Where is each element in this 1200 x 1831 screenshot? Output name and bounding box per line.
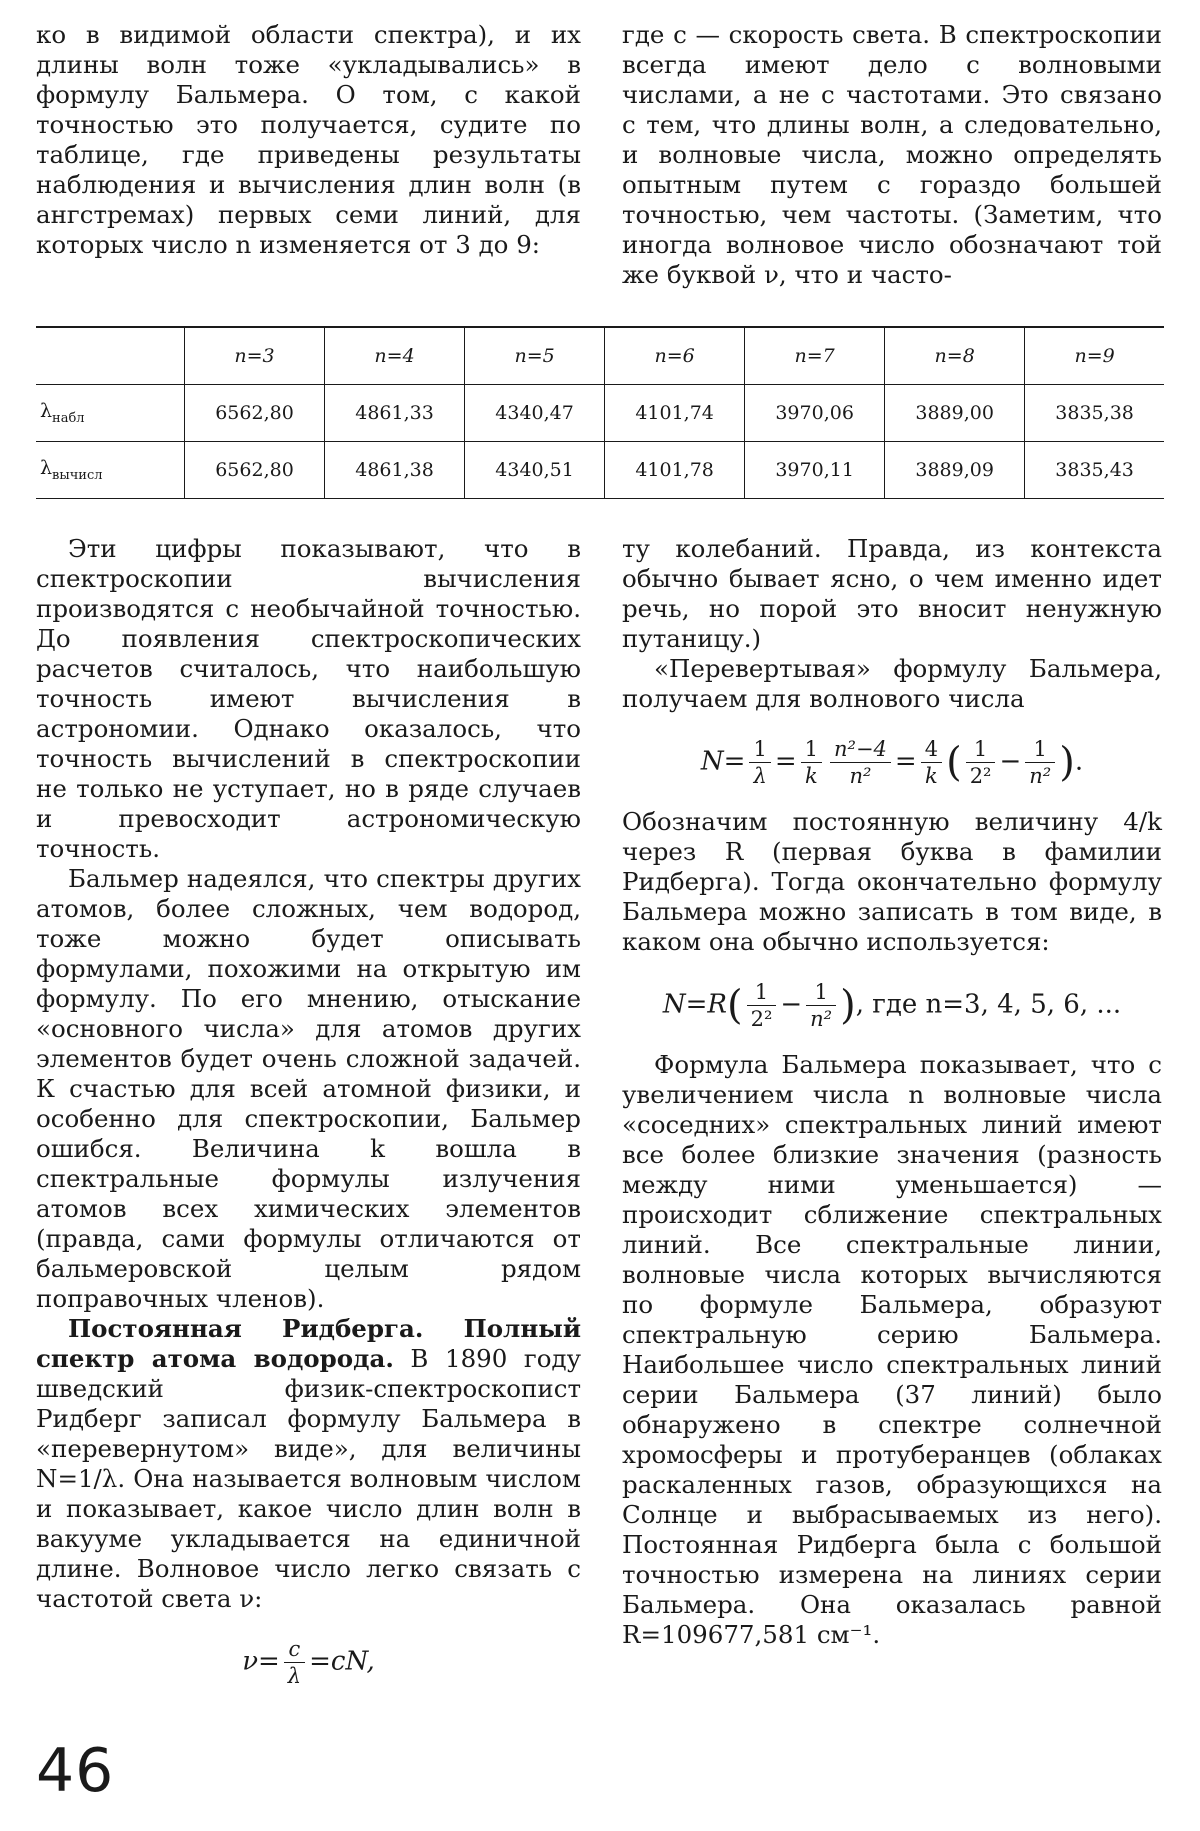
paragraph: где c — скорость света. В спектроскопии всегда имеют дело с волновыми числами, а не с частотами. Это связано с тем, что длины волн, а следовательно, и волновые числа, можно определять опытным путем с гораздо большей точностью, чем частоты. (Заметим, что иногда волновое число обозначают той же буквой ν, что и часто-	[622, 20, 1162, 289]
table-cell: 4340,51	[465, 442, 605, 499]
spectrum-table	[36, 326, 1164, 499]
bottom-left-column	[36, 534, 581, 1707]
table-cell: 6562,80	[185, 385, 325, 442]
bottom-right-column	[622, 534, 1162, 1650]
paragraph: Обозначим постоянную величину 4/k через R (первая буква в фамилии Ридберга). Тогда окончательно формулу Бальмера можно записать в том виде, в каком она обычно используется:	[622, 807, 1162, 956]
frequency-formula: ν= $\frac{c}{\lambda}$ =cN,	[242, 1637, 375, 1688]
table-header-cell: n=9	[1025, 327, 1164, 385]
rydberg-formula: N=R( $\frac{1}{\text{2²}}$ − $\frac{1}{\text{n²}}$ ), где n=3, 4, 5, 6, ...	[662, 980, 1122, 1031]
table-header-cell: n=5	[465, 327, 605, 385]
row-label: $\lambda_{вычисл}$	[40, 457, 103, 483]
table-cell: 4101,74	[605, 385, 745, 442]
table-header-cell: n=7	[745, 327, 885, 385]
table-row	[36, 385, 1164, 442]
table-cell: 6562,80	[185, 442, 325, 499]
table-header-cell: n=6	[605, 327, 745, 385]
page-number: 46	[36, 1736, 115, 1806]
table-cell: 4101,78	[605, 442, 745, 499]
table-header-cell: n=8	[885, 327, 1025, 385]
table-cell: 3835,38	[1025, 385, 1164, 442]
table-corner-cell	[36, 327, 185, 385]
wavenumber-formula: N= $\frac{1}{\lambda}$ = $\frac{1}{k}$ $\frac{\text{n²−4}}{\text{n²}}$ = $\frac{4}{k}$ ( $\frac{1}{\text{2²}}$ − $\frac{1}{\text{n²}}$ ).	[700, 737, 1084, 788]
table-cell: 3970,06	[745, 385, 885, 442]
table-cell: 4861,38	[325, 442, 465, 499]
paragraph: Формула Бальмера показывает, что с увеличением числа n волновые числа «соседних» спектральных линий имеют все более близкие значения (разность между ними уменьшается) — происходит сближение спектральных линий. Все спектральные линии, волновые числа которых вычисляются по формуле Бальмера, образуют спектральную серию Бальмера. Наибольшее число спектральных линий серии Бальмера (37 линий) было обнаружено в спектре солнечной хромосферы и протуберанцев (облаках раскаленных газов, образующихся на Солнце и выбрасываемых из него). Постоянная Ридберга была с большой точностью измерена на линиях серии Бальмера. Она оказалась равной R=109677,581 см⁻¹.	[622, 1050, 1162, 1649]
table-header-row	[36, 327, 1164, 385]
top-right-column	[622, 20, 1162, 290]
section-heading: Постоянная Ридберга. Полный спектр атома водорода.	[36, 1314, 581, 1373]
table-cell: 3889,00	[885, 385, 1025, 442]
row-label: $\lambda_{набл}$	[40, 400, 85, 426]
paragraph: ко в видимой области спектра), и их длины волн тоже «укладывались» в формулу Бальмера. О том, с какой точностью это получается, судите по таблице, где приведены результаты наблюдения и вычисления длин волн (в ангстремах) первых семи линий, для которых число n изменяется от 3 до 9:	[36, 20, 581, 259]
paragraph: ту колебаний. Правда, из контекста обычно бывает ясно, о чем именно идет речь, но порой это вносит ненужную путаницу.)	[622, 534, 1162, 653]
table-row	[36, 442, 1164, 499]
table-cell: 4861,33	[325, 385, 465, 442]
table-cell: 3889,09	[885, 442, 1025, 499]
table-cell: 4340,47	[465, 385, 605, 442]
paragraph: «Перевертывая» формулу Бальмера, получаем для волнового числа	[622, 654, 1162, 713]
top-left-column	[36, 20, 581, 260]
table-header-cell: n=3	[185, 327, 325, 385]
table-header-cell: n=4	[325, 327, 465, 385]
paragraph: Постоянная Ридберга. Полный спектр атома водорода. В 1890 году шведский физик-спектроскопист Ридберг записал формулу Бальмера в «перевернутом» виде», для величины N=1/λ. Она называется волновым числом и показывает, какое число длин волн в вакууме укладывается на единичной длине. Волновое число легко связать с частотой света ν:	[36, 1314, 581, 1613]
table-cell: 3835,43	[1025, 442, 1164, 499]
paragraph: Бальмер надеялся, что спектры других атомов, более сложных, чем водород, тоже можно будет описывать формулами, похожими на открытую им формулу. По его мнению, отыскание «основного числа» для атомов других элементов будет очень сложной задачей. К счастью для всей атомной физики, и особенно для спектроскопии, Бальмер ошибся. Величина k вошла в спектральные формулы излучения атомов всех химических элементов (правда, сами формулы отличаются от бальмеровской целым рядом поправочных членов).	[36, 864, 581, 1313]
paragraph: Эти цифры показывают, что в спектроскопии вычисления производятся с необычайной точностью. До появления спектроскопических расчетов считалось, что наибольшую точность имеют вычисления в астрономии. Однако оказалось, что точность вычислений в спектроскопии не только не уступает, но в ряде случаев и превосходит астрономическую точность.	[36, 534, 581, 863]
table-cell: 3970,11	[745, 442, 885, 499]
